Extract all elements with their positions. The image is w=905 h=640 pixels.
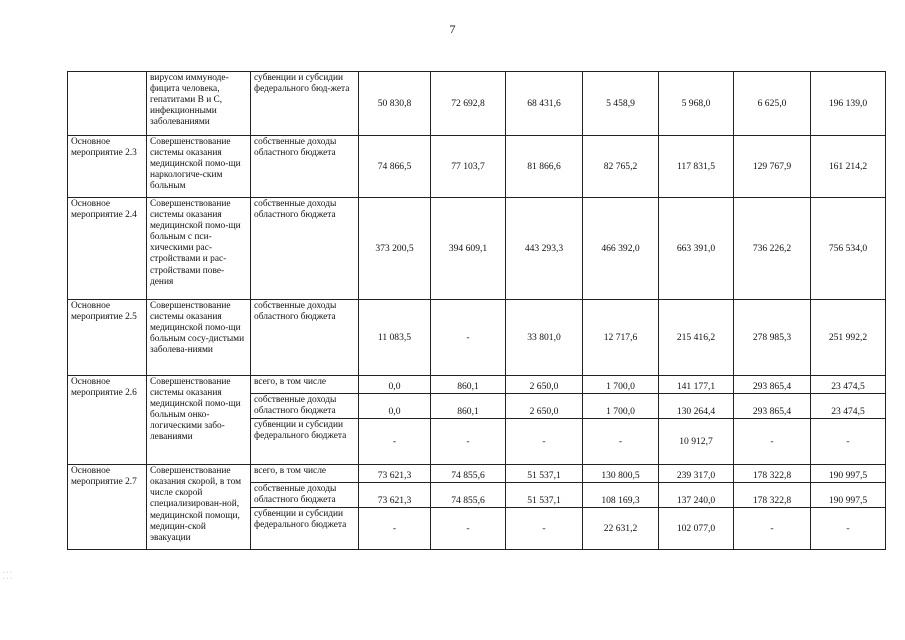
value-cell: 108 169,3 — [583, 483, 659, 508]
value-cell: 137 240,0 — [659, 483, 734, 508]
funding-source-cell: субвенции и субсидии федерального бюджета — [251, 419, 359, 465]
value-cell: 466 392,0 — [583, 198, 659, 300]
value-cell: - — [811, 508, 886, 550]
value-cell: 1 700,0 — [583, 376, 659, 394]
value-cell: 178 322,8 — [734, 465, 811, 483]
value-cell: 22 631,2 — [583, 508, 659, 550]
description-cell: Совершенствование системы оказания медицинской помо-щи больным онко-логическими забо-леваниями — [147, 376, 251, 465]
value-cell: 190 997,5 — [811, 465, 886, 483]
value-cell: 81 866,6 — [506, 136, 583, 198]
funding-source-cell: собственные доходы областного бюджета — [251, 483, 359, 508]
funding-source-cell: собственные доходы областного бюджета — [251, 136, 359, 198]
value-cell: - — [431, 508, 506, 550]
value-cell: 0,0 — [359, 394, 431, 419]
value-cell: 74 866,5 — [359, 136, 431, 198]
value-cell: 0,0 — [359, 376, 431, 394]
value-cell: 74 855,6 — [431, 483, 506, 508]
table-row — [68, 136, 886, 198]
value-cell: 6 625,0 — [734, 72, 811, 136]
value-cell: 239 317,0 — [659, 465, 734, 483]
value-cell: 68 431,6 — [506, 72, 583, 136]
value-cell: 2 650,0 — [506, 376, 583, 394]
value-cell: 1 700,0 — [583, 394, 659, 419]
value-cell: 190 997,5 — [811, 483, 886, 508]
value-cell: 129 767,9 — [734, 136, 811, 198]
value-cell: - — [734, 508, 811, 550]
value-cell: 50 830,8 — [359, 72, 431, 136]
description-cell: Совершенствование системы оказания медицинской помо-щи больным сосу-дистыми заболева-ниями — [147, 300, 251, 376]
value-cell: 117 831,5 — [659, 136, 734, 198]
value-cell: 74 855,6 — [431, 465, 506, 483]
event-cell — [68, 72, 147, 136]
value-cell: - — [431, 300, 506, 376]
value-cell: 5 458,9 — [583, 72, 659, 136]
scan-edge-mark: · · · · · · — [3, 570, 12, 582]
value-cell: 130 800,5 — [583, 465, 659, 483]
value-cell: 82 765,2 — [583, 136, 659, 198]
value-cell: 178 322,8 — [734, 483, 811, 508]
table-row — [68, 72, 886, 136]
value-cell: 11 083,5 — [359, 300, 431, 376]
value-cell: 293 865,4 — [734, 394, 811, 419]
value-cell: 33 801,0 — [506, 300, 583, 376]
value-cell: 5 968,0 — [659, 72, 734, 136]
value-cell: 215 416,2 — [659, 300, 734, 376]
value-cell: - — [811, 419, 886, 465]
value-cell: 23 474,5 — [811, 394, 886, 419]
value-cell: 141 177,1 — [659, 376, 734, 394]
event-cell: Основное мероприятие 2.7 — [68, 465, 147, 550]
funding-source-cell: всего, в том числе — [251, 376, 359, 394]
value-cell: 736 226,2 — [734, 198, 811, 300]
value-cell: 51 537,1 — [506, 483, 583, 508]
value-cell: 73 621,3 — [359, 483, 431, 508]
funding-source-cell: всего, в том числе — [251, 465, 359, 483]
description-cell: Совершенствование системы оказания медицинской помо-щи больным с пси-хическими рас-стройствами и рас-стройствами пове-дения — [147, 198, 251, 300]
event-cell: Основное мероприятие 2.3 — [68, 136, 147, 198]
value-cell: - — [431, 419, 506, 465]
funding-source-cell: субвенции и субсидии федерального бюд-жета — [251, 72, 359, 136]
value-cell: 860,1 — [431, 376, 506, 394]
funding-source-cell: собственные доходы областного бюджета — [251, 198, 359, 300]
value-cell: 10 912,7 — [659, 419, 734, 465]
value-cell: 130 264,4 — [659, 394, 734, 419]
table-body — [68, 72, 886, 550]
value-cell: 161 214,2 — [811, 136, 886, 198]
value-cell: 756 534,0 — [811, 198, 886, 300]
value-cell: 373 200,5 — [359, 198, 431, 300]
value-cell: 443 293,3 — [506, 198, 583, 300]
value-cell: - — [734, 419, 811, 465]
description-cell: Совершенствование оказания скорой, в том числе скорой специализирован-ной, медицинской помощи, медицин-ской эвакуации — [147, 465, 251, 550]
value-cell: 2 650,0 — [506, 394, 583, 419]
value-cell: - — [506, 508, 583, 550]
table-row — [68, 300, 886, 376]
description-cell: вирусом иммуноде-фицита человека, гепатитами В и С, инфекционными заболеваниями — [147, 72, 251, 136]
funding-source-cell: собственные доходы областного бюджета — [251, 300, 359, 376]
value-cell: 77 103,7 — [431, 136, 506, 198]
value-cell: 73 621,3 — [359, 465, 431, 483]
description-cell: Совершенствование системы оказания медицинской помо-щи наркологиче-ским больным — [147, 136, 251, 198]
funding-source-cell: субвенции и субсидии федерального бюджета — [251, 508, 359, 550]
value-cell: 860,1 — [431, 394, 506, 419]
value-cell: 23 474,5 — [811, 376, 886, 394]
value-cell: - — [506, 419, 583, 465]
value-cell: 278 985,3 — [734, 300, 811, 376]
value-cell: 12 717,6 — [583, 300, 659, 376]
table-row — [68, 465, 886, 483]
table-row — [68, 376, 886, 394]
event-cell: Основное мероприятие 2.4 — [68, 198, 147, 300]
value-cell: - — [359, 419, 431, 465]
value-cell: 196 139,0 — [811, 72, 886, 136]
event-cell: Основное мероприятие 2.6 — [68, 376, 147, 465]
table-row — [68, 198, 886, 300]
value-cell: 51 537,1 — [506, 465, 583, 483]
event-cell: Основное мероприятие 2.5 — [68, 300, 147, 376]
value-cell: 102 077,0 — [659, 508, 734, 550]
value-cell: 293 865,4 — [734, 376, 811, 394]
value-cell: 251 992,2 — [811, 300, 886, 376]
funding-source-cell: собственные доходы областного бюджета — [251, 394, 359, 419]
budget-table — [67, 71, 886, 550]
value-cell: - — [583, 419, 659, 465]
value-cell: - — [359, 508, 431, 550]
value-cell: 394 609,1 — [431, 198, 506, 300]
value-cell: 663 391,0 — [659, 198, 734, 300]
value-cell: 72 692,8 — [431, 72, 506, 136]
page-number: 7 — [449, 22, 456, 36]
